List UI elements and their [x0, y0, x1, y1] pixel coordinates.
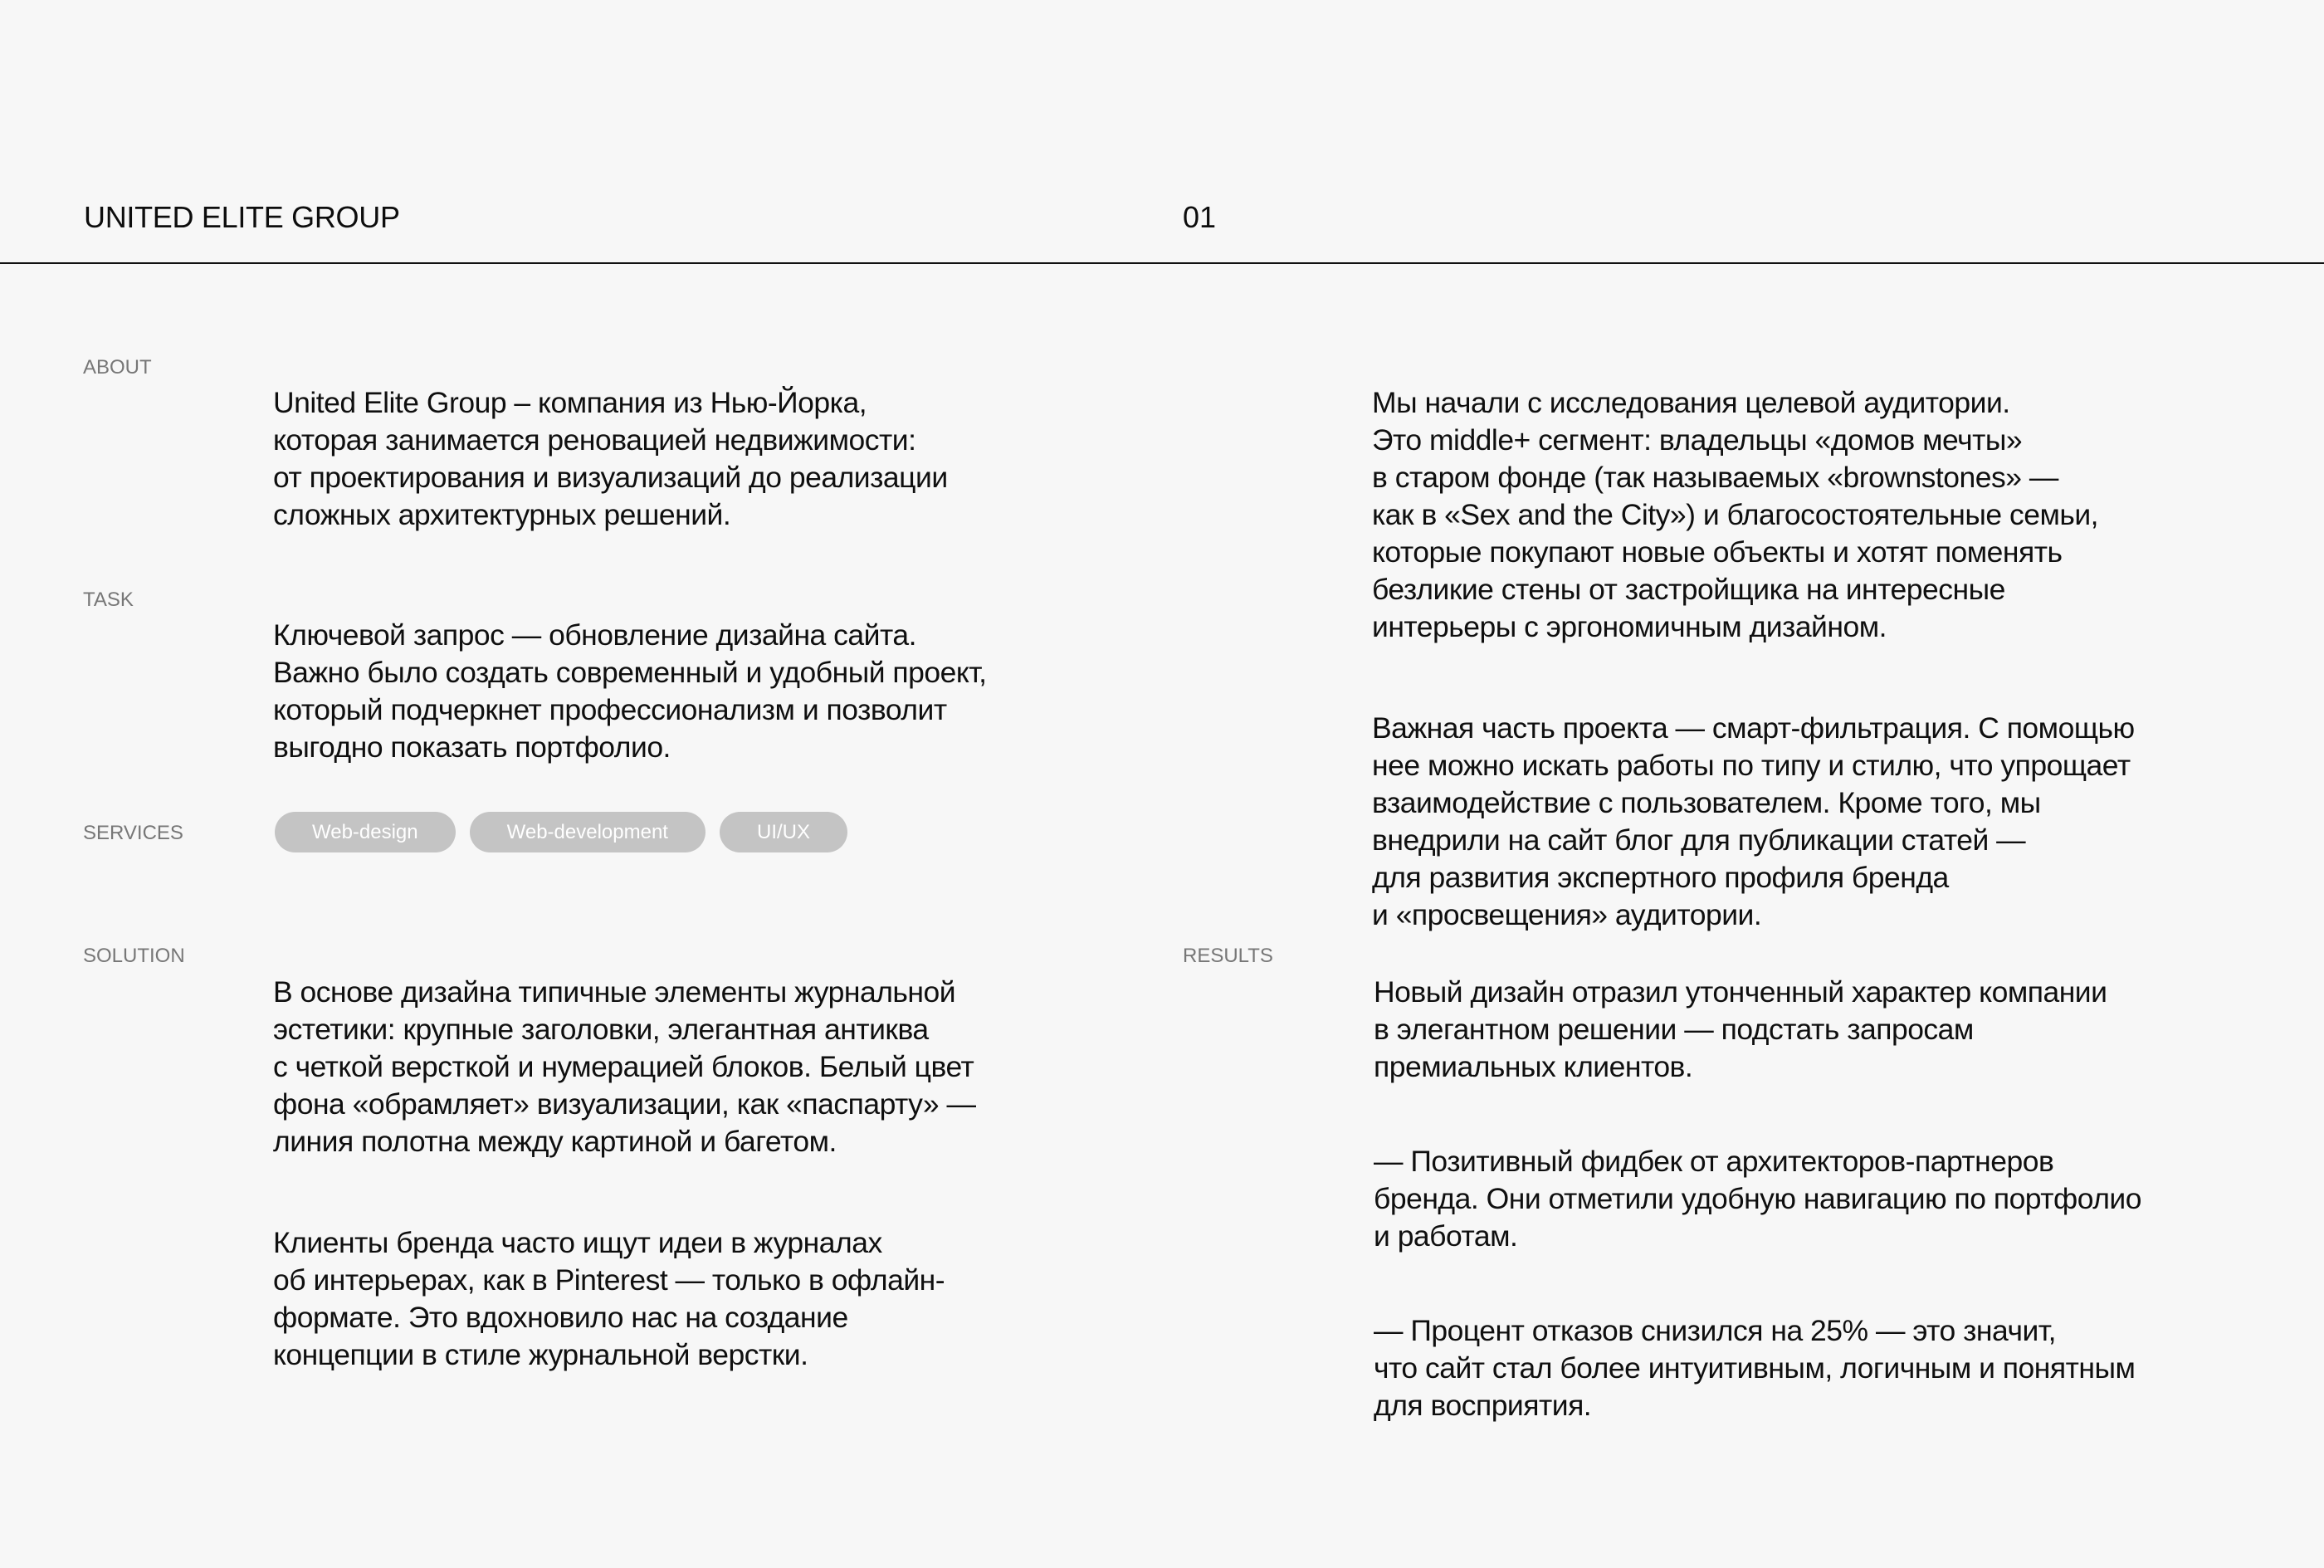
header-divider [0, 262, 2324, 264]
research-paragraph-2: Важная часть проекта — смарт-фильтрация. С помощью нее можно искать работы по типу и стилю, что упрощает взаимодействие с пользователем. Кроме того, мы внедрили на сайт блог для публикации статей — для развития экспертного профиля бренда и «просвещения» аудитории. [1372, 711, 2135, 931]
about-label: ABOUT [83, 356, 152, 379]
task-text [273, 579, 1103, 804]
services-label: SERVICES [83, 822, 183, 844]
results-paragraph-1: Новый дизайн отразил утонченный характер компании в элегантном решении — подстать запросам премиальных клиентов. [1374, 975, 2107, 1083]
about-paragraph: United Elite Group – компания из Нью-Йорка, которая занимается реновацией недвижимости: от проектирования и визуализаций до реализации сложных архитектурных решений. [273, 386, 948, 531]
research-text [1372, 347, 2285, 971]
services-tags [275, 812, 847, 852]
solution-label: SOLUTION [83, 945, 185, 967]
results-paragraph-3: — Процент отказов снизился на 25% — это значит, что сайт стал более интуитивным, логичным и понятным для восприятия. [1374, 1314, 2136, 1422]
task-paragraph: Ключевой запрос — обновление дизайна сайта. Важно было создать современный и удобный проект, который подчеркнет профессионализм и позволит выгодно показать портфолио. [273, 618, 987, 764]
results-text [1374, 936, 2287, 1462]
solution-text [273, 936, 1103, 1411]
page-number: 01 [1183, 200, 1217, 234]
tag-web-design[interactable]: Web-design [275, 812, 456, 852]
tag-ui-ux[interactable]: UI/UX [720, 812, 847, 852]
solution-paragraph-2: Клиенты бренда часто ищут идеи в журналах об интерьерах, как в Pinterest — только в офлайн- формате. Это вдохновило нас на создание концепции в стиле журнальной верстки. [273, 1226, 945, 1371]
tag-web-development[interactable]: Web-development [470, 812, 706, 852]
brand-title: UNITED ELITE GROUP [84, 200, 400, 234]
research-paragraph-1: Мы начали с исследования целевой аудитории. Это middle+ сегмент: владельцы «домов мечты» в старом фонде (так называемых «brownstones» — как в «Sex and the City») и благосостоятельные семьи, которые покупают новые объекты и хотят поменять безликие стены от застройщика на интересные интерьеры с эргономичным дизайном. [1372, 386, 2099, 643]
task-label: TASK [83, 589, 134, 611]
solution-paragraph-1: В основе дизайна типичные элементы журнальной эстетики: крупные заголовки, элегантная антиква с четкой версткой и нумерацией блоков. Белый цвет фона «обрамляет» визуализации, как «паспарту» — линия полотна между картиной и багетом. [273, 975, 976, 1158]
results-paragraph-2: — Позитивный фидбек от архитекторов-партнеров бренда. Они отметили удобную навигацию по портфолио и работам. [1374, 1145, 2141, 1253]
about-text [273, 347, 1103, 571]
results-label: RESULTS [1183, 945, 1273, 967]
